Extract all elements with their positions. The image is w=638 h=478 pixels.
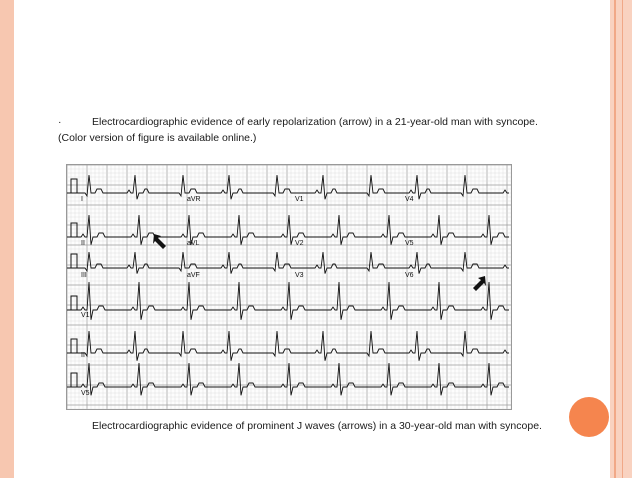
caption-top-text: Electrocardiographic evidence of early repolarization (arrow) in a 21-year-old man with syncope. (Color version of figure is available online.): [58, 116, 538, 144]
accent-circle: [569, 397, 609, 437]
ecg-lead-trace: [67, 331, 509, 361]
ecg-figure: [66, 164, 512, 410]
caption-bottom-text: Electrocardiographic evidence of prominent J waves (arrows) in a 30-year-old man with syncope.: [92, 420, 542, 432]
ecg-lead-label: aVR: [187, 196, 201, 203]
ecg-lead-trace: [67, 215, 509, 245]
ecg-lead-label: II: [81, 352, 85, 359]
ecg-lead-label: V1: [295, 196, 304, 203]
ecg-lead-label: II: [81, 240, 85, 247]
ecg-lead-label: V6: [405, 272, 414, 279]
figure-caption-top: [58, 114, 558, 146]
ecg-lead-label: V4: [405, 196, 414, 203]
ecg-lead-label: aVL: [187, 240, 200, 247]
slide-right-border-line-2: [622, 0, 623, 478]
ecg-lead-label: V5: [405, 240, 414, 247]
ecg-lead-trace: [67, 252, 509, 274]
slide-right-border-line: [614, 0, 616, 478]
slide-left-border: [0, 0, 14, 478]
caption-bullet: ·: [58, 116, 62, 128]
ecg-lead-label: aVF: [187, 272, 200, 279]
ecg-calibration-pulse: [69, 296, 79, 310]
ecg-lead-trace: [67, 363, 509, 395]
ecg-lead-label: V3: [295, 272, 304, 279]
ecg-lead-label: I: [81, 196, 83, 203]
ecg-lead-label: V2: [295, 240, 304, 247]
ecg-tracing: [67, 165, 511, 409]
figure-caption-bottom: [58, 418, 558, 434]
ecg-lead-label: III: [81, 272, 87, 279]
ecg-lead-label: V5: [81, 390, 90, 397]
ecg-lead-label: V1: [81, 312, 90, 319]
ecg-lead-trace: [67, 175, 509, 199]
